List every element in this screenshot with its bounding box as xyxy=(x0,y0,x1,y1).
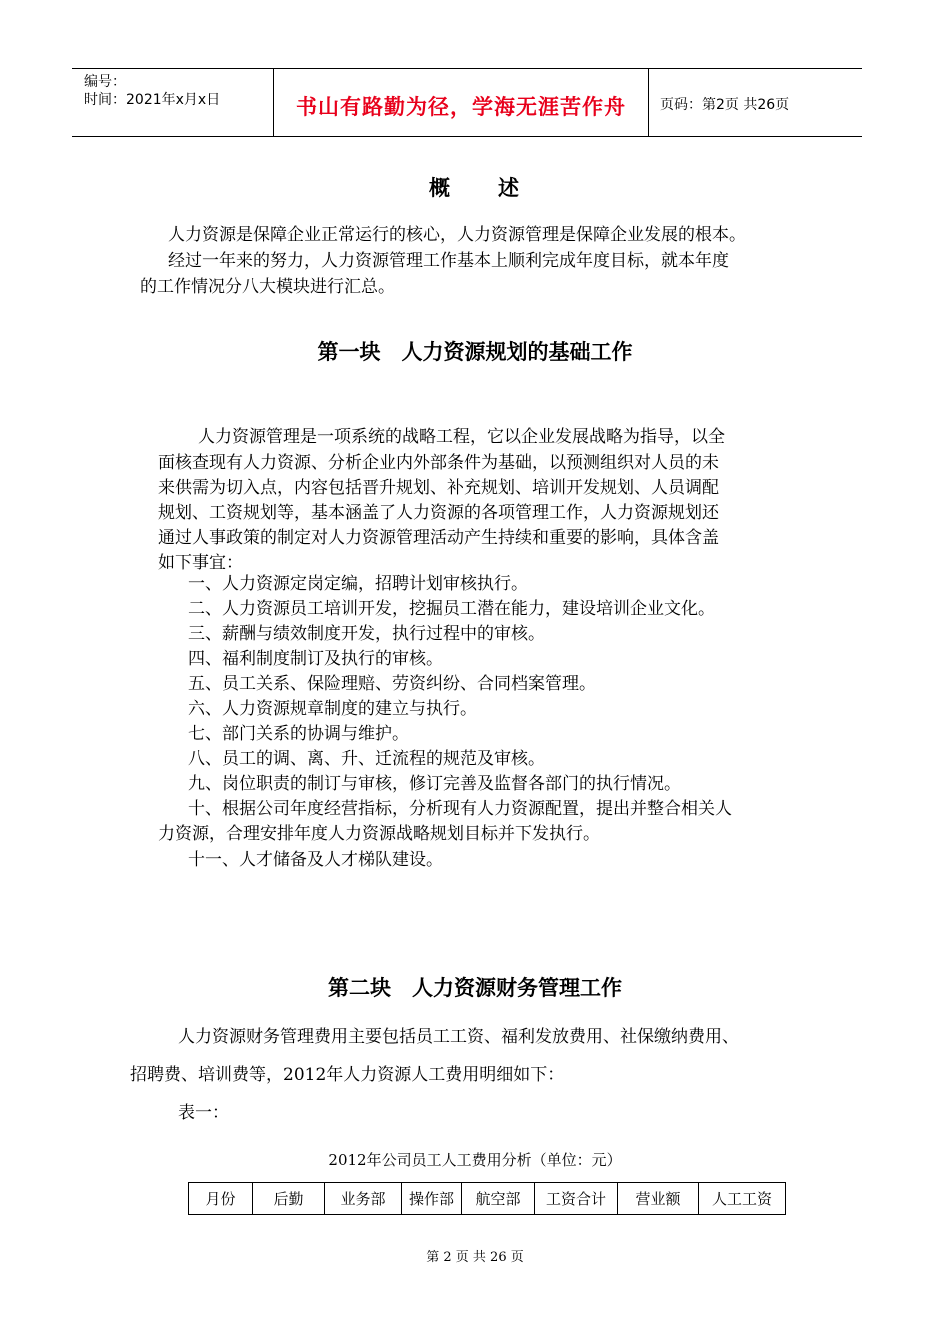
table-header-cell: 工资合计 xyxy=(535,1183,618,1215)
list-item: 四、福利制度制订及执行的审核。 xyxy=(188,649,443,669)
section1-intro-1: 人力资源管理是一项系统的战略工程，它以企业发展战略为指导，以全 xyxy=(198,427,725,447)
section2-line-1: 人力资源财务管理费用主要包括员工工资、福利发放费用、社保缴纳费用、 xyxy=(178,1027,739,1047)
table-label: 表一： xyxy=(178,1103,229,1123)
section1-intro-2: 面核查现有人力资源、分析企业内外部条件为基础，以预测组织对人员的未 xyxy=(158,453,719,473)
table-header-cell: 月份 xyxy=(189,1183,253,1215)
list-item: 六、人力资源规章制度的建立与执行。 xyxy=(188,699,477,719)
section2-title: 第二块 人力资源财务管理工作 xyxy=(328,976,622,1000)
table-header-cell: 营业额 xyxy=(618,1183,699,1215)
table-header-cell: 航空部 xyxy=(462,1183,535,1215)
motto-text: 书山有路勤为径，学海无涯苦作舟 xyxy=(296,95,626,119)
list-item: 二、人力资源员工培训开发，挖掘员工潜在能力，建设培训企业文化。 xyxy=(188,599,715,619)
header-motto-cell xyxy=(274,69,649,136)
table-header-cell: 业务部 xyxy=(325,1183,402,1215)
header-meta-cell xyxy=(72,69,274,136)
table-header-cell: 操作部 xyxy=(402,1183,462,1215)
overview-title: 概 述 xyxy=(429,176,521,200)
document-header xyxy=(72,68,862,137)
time-label: 时间：2021年x月x日 xyxy=(84,92,221,108)
labor-cost-table xyxy=(188,1182,786,1215)
table-header-cell: 人工工资 xyxy=(699,1183,786,1215)
list-item: 力资源，合理安排年度人力资源战略规划目标并下发执行。 xyxy=(158,824,600,844)
list-item: 七、部门关系的协调与维护。 xyxy=(188,724,409,744)
list-item: 十、根据公司年度经营指标，分析现有人力资源配置，提出并整合相关人 xyxy=(188,799,732,819)
page-footer: 第 2 页 共 26 页 xyxy=(426,1250,524,1265)
section1-intro-5: 通过人事政策的制定对人力资源管理活动产生持续和重要的影响，具体含盖 xyxy=(158,528,719,548)
section2-line-2: 招聘费、培训费等，2012年人力资源人工费用明细如下： xyxy=(130,1065,565,1085)
table-caption: 2012年公司员工人工费用分析（单位：元） xyxy=(328,1151,622,1169)
list-item: 十一、人才储备及人才梯队建设。 xyxy=(188,850,443,870)
list-item: 五、员工关系、保险理赔、劳资纠纷、合同档案管理。 xyxy=(188,674,596,694)
page-number-label: 页码：第2页 共26页 xyxy=(660,97,790,113)
section1-intro-3: 来供需为切入点，内容包括晋升规划、补充规划、培训开发规划、人员调配 xyxy=(158,478,719,498)
table-header-cell: 后勤 xyxy=(253,1183,325,1215)
overview-line-1: 人力资源是保障企业正常运行的核心，人力资源管理是保障企业发展的根本。 xyxy=(168,225,746,245)
list-item: 三、薪酬与绩效制度开发，执行过程中的审核。 xyxy=(188,624,545,644)
overview-line-3: 的工作情况分八大模块进行汇总。 xyxy=(140,277,395,297)
section1-title: 第一块 人力资源规划的基础工作 xyxy=(317,340,633,364)
section1-intro-4: 规划、工资规划等，基本涵盖了人力资源的各项管理工作，人力资源规划还 xyxy=(158,503,719,523)
section1-intro-6: 如下事宜： xyxy=(158,553,243,573)
table-header-row xyxy=(189,1183,786,1215)
list-item: 九、岗位职责的制订与审核，修订完善及监督各部门的执行情况。 xyxy=(188,774,681,794)
number-label: 编号： xyxy=(84,74,126,90)
overview-line-2: 经过一年来的努力，人力资源管理工作基本上顺利完成年度目标，就本年度 xyxy=(168,251,729,271)
list-item: 一、人力资源定岗定编，招聘计划审核执行。 xyxy=(188,574,528,594)
list-item: 八、员工的调、离、升、迁流程的规范及审核。 xyxy=(188,749,545,769)
